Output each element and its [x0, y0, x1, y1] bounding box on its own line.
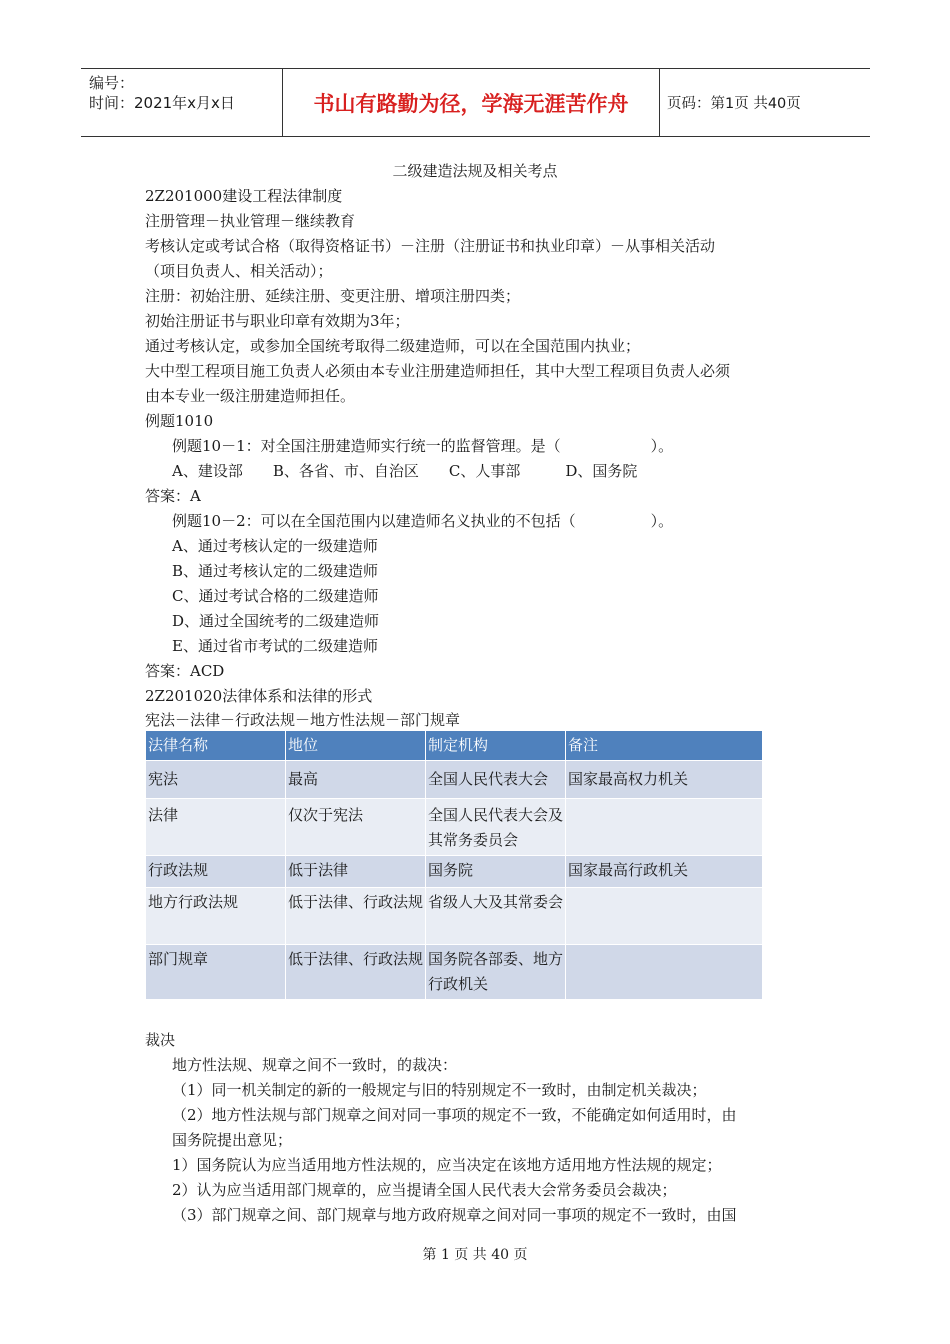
table-row [146, 761, 763, 799]
text-line: （1）同一机关制定的新的一般规定与旧的特别规定不一致时，由制定机关裁决； [172, 1081, 707, 1099]
text-line: 注册：初始注册、延续注册、变更注册、增项注册四类； [145, 287, 521, 305]
table-cell: 全国人民代表大会及其常务委员会 [426, 799, 566, 856]
option-line: E、通过省市考试的二级建造师 [172, 637, 378, 655]
text-line: 2）认为应当适用部门规章的，应当提请全国人民代表大会常务委员会裁决； [172, 1181, 677, 1199]
table-cell: 国家最高行政机关 [566, 856, 763, 888]
text-line: 宪法－法律－行政法规－地方性法规－部门规章 [145, 711, 461, 729]
table-cell: 地方行政法规 [146, 888, 286, 945]
table-cell: 行政法规 [146, 856, 286, 888]
table-cell [566, 888, 763, 945]
table-cell: 低于法律、行政法规 [286, 888, 426, 945]
text-line: （2）地方性法规与部门规章之间对同一事项的规定不一致，不能确定如何适用时，由 [172, 1106, 737, 1124]
table-cell: 全国人民代表大会 [426, 761, 566, 799]
table-cell: 最高 [286, 761, 426, 799]
column-header: 备注 [566, 731, 763, 761]
text-line: 注册管理－执业管理－继续教育 [145, 212, 356, 230]
text-line: 考核认定或考试合格（取得资格证书）－注册（注册证书和执业印章）－从事相关活动 [145, 237, 716, 255]
table-cell [566, 945, 763, 1000]
table-cell: 低于法律 [286, 856, 426, 888]
header-page-info: 页码：第1页 共40页 [667, 96, 801, 112]
header-motto: 书山有路勤为径，学海无涯苦作舟 [283, 69, 660, 136]
table-row [146, 799, 763, 856]
document-title: 二级建造法规及相关考点 [392, 162, 558, 180]
table-cell: 省级人大及其常委会 [426, 888, 566, 945]
table-cell: 法律 [146, 799, 286, 856]
text-line: 初始注册证书与职业印章有效期为3年； [145, 312, 410, 330]
text-line: （3）部门规章之间、部门规章与地方政府规章之间对同一事项的规定不一致时，由国 [172, 1206, 737, 1224]
options-line: A、建设部 B、各省、市、自治区 C、人事部 D、国务院 [172, 462, 638, 480]
table-header-row [146, 731, 763, 761]
text-line: 国务院提出意见； [172, 1131, 293, 1149]
table-cell [566, 799, 763, 856]
law-table [145, 730, 763, 1000]
column-header: 地位 [286, 731, 426, 761]
option-line: B、通过考核认定的二级建造师 [172, 562, 379, 580]
table-cell: 仅次于宪法 [286, 799, 426, 856]
table-row [146, 856, 763, 888]
question-line: 例题10－2：可以在全国范围内以建造师名义执业的不包括（ ）。 [172, 512, 674, 530]
answer-line: 答案：ACD [145, 662, 225, 680]
table-row [146, 945, 763, 1000]
section-heading: 裁决 [145, 1031, 176, 1049]
option-line: D、通过全国统考的二级建造师 [172, 612, 380, 630]
text-line: 1）国务院认为应当适用地方性法规的，应当决定在该地方适用地方性法规的规定； [172, 1156, 722, 1174]
text-line: 大中型工程项目施工负责人必须由本专业注册建造师担任，其中大型工程项目负责人必须 [145, 362, 731, 380]
date-label: 时间：2021年x月x日 [89, 94, 235, 112]
option-line: C、通过考试合格的二级建造师 [172, 587, 379, 605]
option-line: A、通过考核认定的一级建造师 [172, 537, 378, 555]
text-line: 通过考核认定，或参加全国统考取得二级建造师，可以在全国范围内执业； [145, 337, 641, 355]
text-line: 地方性法规、规章之间不一致时，的裁决： [172, 1056, 458, 1074]
table-cell: 宪法 [146, 761, 286, 799]
text-line: （项目负责人、相关活动）； [145, 262, 333, 280]
table-cell: 国家最高权力机关 [566, 761, 763, 799]
table-row [146, 888, 763, 945]
answer-line: 答案：A [145, 487, 201, 505]
section-heading: 2Z201020法律体系和法律的形式 [145, 687, 373, 705]
table-cell: 部门规章 [146, 945, 286, 1000]
column-header: 制定机构 [426, 731, 566, 761]
table-cell: 低于法律、行政法规 [286, 945, 426, 1000]
table-cell: 国务院各部委、地方行政机关 [426, 945, 566, 1000]
page-header [81, 68, 870, 137]
column-header: 法律名称 [146, 731, 286, 761]
section-heading: 2Z201000建设工程法律制度 [145, 187, 343, 205]
number-label: 编号： [89, 74, 135, 92]
page-footer: 第 1 页 共 40 页 [422, 1247, 528, 1263]
question-line: 例题10－1：对全国注册建造师实行统一的监督管理。是（ ）。 [172, 437, 674, 455]
example-heading: 例题1010 [145, 412, 214, 430]
text-line: 由本专业一级注册建造师担任。 [145, 387, 356, 405]
table-cell: 国务院 [426, 856, 566, 888]
header-info [81, 69, 283, 136]
